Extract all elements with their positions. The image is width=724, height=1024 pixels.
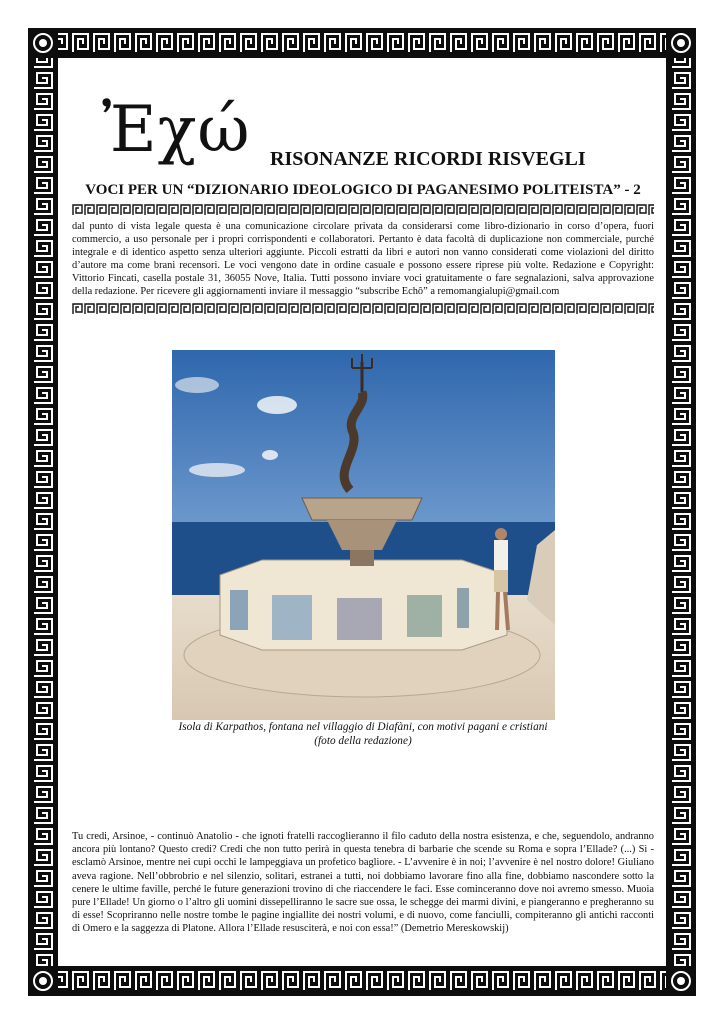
fountain-photo [172,350,555,720]
meander-border-bottom [28,966,696,996]
corner-rosette [28,28,58,58]
photo-caption [72,720,654,748]
corner-rosette [666,28,696,58]
quote-paragraph: Tu credi, Arsinoe, - continuò Anatolio - che ignoti fratelli raccoglieranno il filo caduto della nostra esistenza, e che, seguendolo, andranno ancora più lontano? Questo credi? Credi che non tutto perirà in questa tenebra di barbarie che scende su Roma e sopra l’Ellade? (...) Sì - esclamò Arsinoe, mentre nei cupi occhi le lampeggiava un profetico bagliore. - L’avvenire è in noi; l’avvenire è nel nostro dolore! Giuliano aveva ragione. Nell’obbrobrio e nel silenzio, solitari, estranei a tutti, noi dobbiamo lavorare fino alla fine, dobbiamo nascondere sotto la cenere le ultime faville, perché le future generazioni trovino di che riaccendere le faci. Esse cominceranno dove noi avremo smesso. Muoia pure l’Ellade! Un giorno o l’altro gli uomini dissepelliranno le sacre sue ossa, le schegge dei marmi divini, e piangeranno e pregheranno su di esse! Scopriranno nelle nostre tombe le pagine ingiallite dei nostri volumi, e di nuovo, come fanciulli, compiteranno gli antichi racconti di Omero e la saggezza di Platone. Allora l’Ellade resusciterà, e noi con essa!” (Demetrio Mereskowskij) [72,831,654,935]
masthead [72,70,654,180]
corner-rosette [28,966,58,996]
caption-credit: (foto della redazione) [314,735,412,747]
meander-border-right [666,28,696,996]
page-heading: VOCI PER UN “DIZIONARIO IDEOLOGICO DI PAGANESIMO POLITEISTA” - 2 [85,182,641,198]
greek-title: Ἐχώ [102,93,251,167]
page-subtitle: RISONANZE RICORDI RISVEGLI [270,148,586,170]
caption-line: Isola di Karpathos, fontana nel villaggio di Diafàni, con motivi pagani e cristiani [178,721,548,733]
corner-rosette [666,966,696,996]
meander-border-left [28,28,58,996]
meander-divider-top [72,204,654,216]
legal-notice: dal punto di vista legale questa è una comunicazione circolare privata da considerarsi come libro-dizionario in corso d’opera, fuori commercio, a uso personale per i propri corrispondenti e collaboratori. Pertanto è data facoltà di duplicazione non commerciale, purché integrale e di identico aspetto senza ulteriori aggiunte. Piccoli estratti da libri e autori non vanno considerati come violazioni del diritto d’autore ma come brani recensori. Le voci vengono date in ordine casuale e possono essere riprese più volte. Redazione e Copyright: Vittorio Fincati, casella postale 31, 36055 Nove, Italia. Tutti possono inviare voci gratuitamente o fare segnalazioni, salva approvazione della redazione. Per ricevere gli aggiornamenti inviare il messaggio “subscribe Echô” a remomangialupi@gmail.com [72,221,654,297]
meander-border-top [28,28,696,58]
page-content [72,70,654,935]
meander-divider-bottom [72,303,654,315]
